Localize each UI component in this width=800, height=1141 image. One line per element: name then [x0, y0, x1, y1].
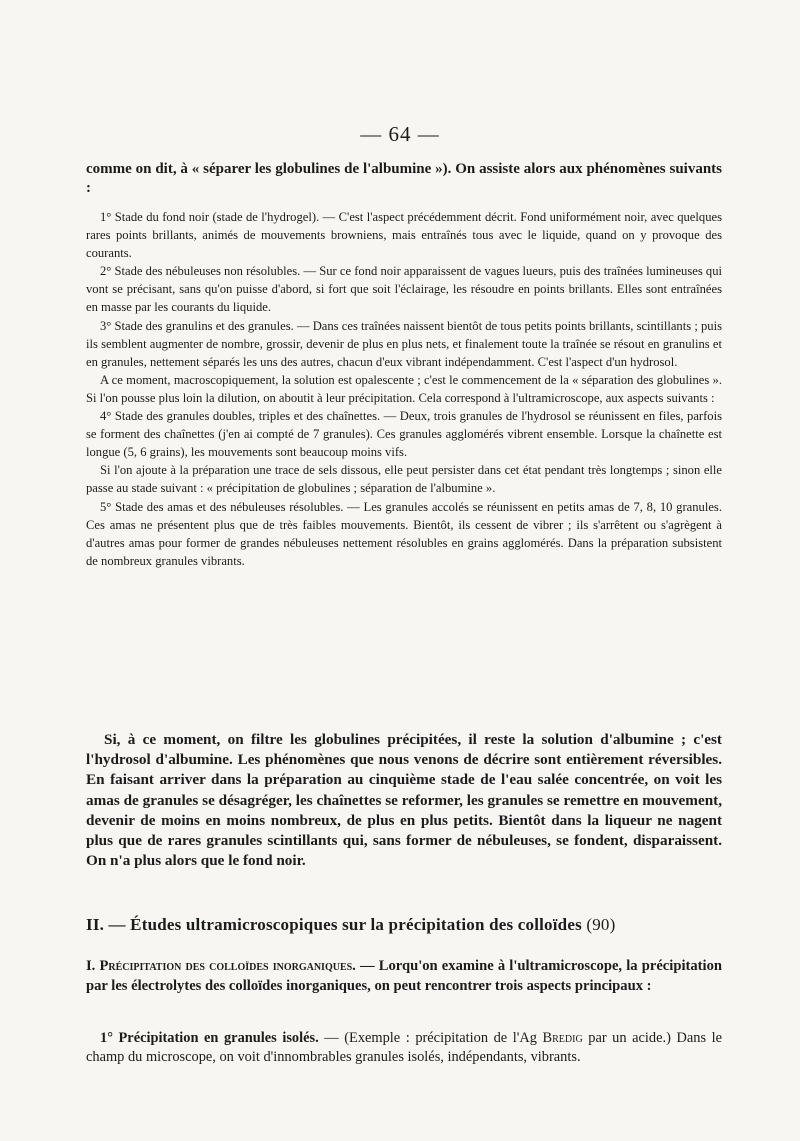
stages-section [86, 208, 722, 570]
conclusion-paragraph: Si, à ce moment, on filtre les globulines précipitées, il reste la solution d'albumine ; c'est l'hydrosol d'albumine. Les phénomènes que nous venons de décrire sont entièrement réversibles. En faisant arriver dans la préparation au cinquième stade de l'eau salée concentrée, on voit les amas de granules se désagréger, les chaînettes se reformer, les granules se remettre en mouvement, devenir de moins en moins nombreux, de plus en plus petits. Bientôt dans la liqueur ne nagent plus que de rares granules scintillants qui, sans former de nébuleuses, se fondent, disparaissent. On n'a plus alors que le fond noir. [86, 731, 722, 870]
precipitation-stage-example: — (Exemple : précipitation de l'Ag [318, 1030, 543, 1046]
precipitation-stage-text [86, 1029, 722, 1068]
precipitation-stage-paragraph [86, 1029, 722, 1068]
page-number: — 64 — [360, 122, 440, 146]
section-heading-reference: (90) [586, 915, 616, 934]
subsection-body: — Lorqu'on examine à l'ultramicroscope, la précipitation par les électrolytes des colloïdes inorganiques, on peut rencontrer trois aspects principaux : [86, 958, 722, 994]
section-heading-title: II. — Études ultramicroscopiques sur la précipitation des colloïdes [86, 915, 582, 934]
stage-paragraph: 2° Stade des nébuleuses non résolubles. — Sur ce fond noir apparaissent de vagues lueurs, puis des traînées lumineuses qui vont se précisant, sans qu'on puisse d'abord, si fort que soit l'éclairage, les résoudre en points brillants. Elles sont entraînées en masse par les courants du liquide. [86, 264, 722, 315]
precipitation-stage-label: 1° Précipitation en granules isolés. [100, 1030, 319, 1046]
section-heading [86, 915, 722, 935]
precipitation-stage-name: Bredig [542, 1030, 583, 1046]
subsection-paragraph [86, 957, 722, 996]
precipitation-stage-body: Dans le champ du microscope, on voit d'innombrables granules isolés, indépendants, vibrants. [86, 1030, 723, 1066]
precipitation-stage-example-end: par un acide.) [582, 1030, 671, 1046]
subsection-label: I. Précipitation des colloïdes inorganiques. [86, 958, 356, 974]
stage-paragraph: 1° Stade du fond noir (stade de l'hydrogel). — C'est l'aspect précédemment décrit. Fond uniformément noir, avec quelques rares points brillants, animés de mouvements browniens, mais entraînés tous avec le liquide, quand on y provoque des courants. [86, 210, 722, 261]
stage-paragraph: 3° Stade des granulins et des granules. — Dans ces traînées naissent bientôt de tous petits points brillants, scintillants ; puis ils semblent augmenter de nombre, grossir, devenir de plus en plus nets, et finalement toute la traînée se résout en granulins et en granules, nettement séparés les uns des autres, chacun d'eux vibrant indépendamment. C'est l'aspect d'un hydrosol. [86, 318, 722, 369]
conclusion-section [86, 730, 722, 871]
stage-paragraph: A ce moment, macroscopiquement, la solution est opalescente ; c'est le commencement de la « séparation des globulines ». Si l'on pousse plus loin la dilution, on aboutit à leur précipitation. Cela correspond à l'ultramicroscope, aux aspects suivants : [86, 372, 722, 405]
stage-paragraph: 5° Stade des amas et des nébuleuses résolubles. — Les granules accolés se réunissent en petits amas de 7, 8, 10 granules. Ces amas ne présentent plus que de très faibles mouvements. Bientôt, ils cessent de vibrer ; ils s'arrêtent ou s'agrègent à d'autres amas pour former de grandes nébuleuses nettement résolubles en grains agglomérés. Dans la préparation subsistent de nombreux granules vibrants. [86, 499, 722, 568]
intro-paragraph: comme on dit, à « séparer les globulines de l'albumine »). On assiste alors aux phénomènes suivants : [86, 161, 722, 196]
subsection-text [86, 957, 722, 996]
stage-paragraph: 4° Stade des granules doubles, triples et des chaînettes. — Deux, trois granules de l'hydrosol se réunissent en files, parfois se forment des chaînettes (j'en ai compté de 7 granules). Ces granules agglomérés vibrent ensemble. Lorsque la chaînette est longue (5, 6 grains), les mouvements sont beaucoup moins vifs. [86, 409, 722, 460]
stage-paragraph: Si l'on ajoute à la préparation une trace de sels dissous, elle peut persister dans cet état pendant très longtemps ; sinon elle passe au stade suivant : « précipitation de globulines ; séparation de l'albumine ». [86, 463, 722, 496]
